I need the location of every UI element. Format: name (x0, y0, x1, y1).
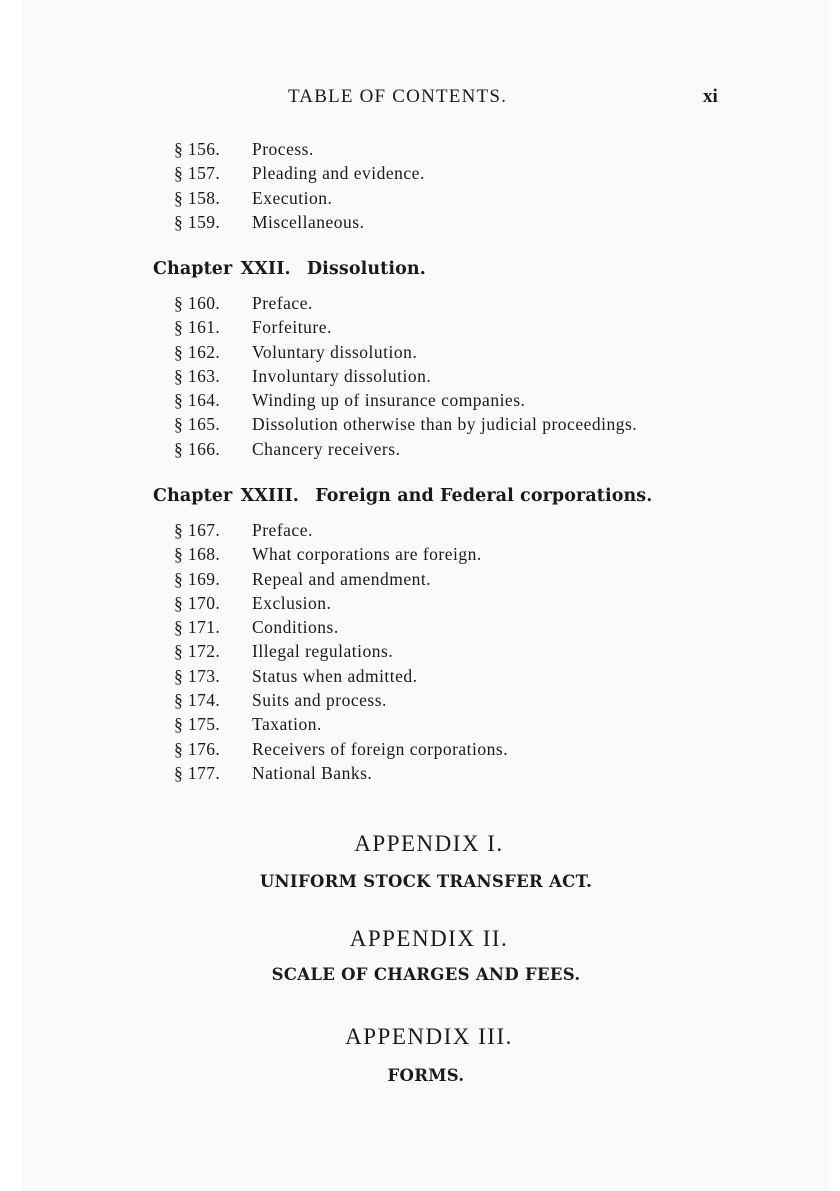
section-number: § 165. (174, 414, 221, 435)
toc-entry (174, 615, 508, 639)
toc-entry (174, 315, 637, 339)
toc-entry (174, 712, 508, 736)
section-title: Receivers of foreign corporations. (252, 738, 509, 759)
section-number: § 171. (174, 617, 221, 638)
chapter-section-list (174, 518, 508, 785)
section-number: § 159. (174, 211, 221, 232)
appendix-subtitle: SCALE OF CHARGES AND FEES. (271, 965, 581, 984)
section-title: Dissolution otherwise than by judicial proceedings. (252, 414, 638, 435)
chapter-title: Dissolution. (306, 259, 426, 279)
running-head (22, 86, 830, 114)
chapter-heading (153, 259, 426, 279)
toc-entry (174, 688, 508, 712)
section-title: National Banks. (252, 762, 373, 783)
section-title: Status when admitted. (252, 665, 418, 686)
section-title: Process. (252, 139, 314, 159)
section-number: § 170. (174, 592, 221, 613)
section-number: § 177. (174, 762, 221, 783)
section-number: § 169. (174, 568, 221, 589)
section-number: § 160. (174, 293, 221, 313)
toc-entry (174, 364, 637, 388)
toc-entry (174, 291, 637, 315)
section-title: Illegal regulations. (252, 641, 394, 662)
toc-entry (174, 542, 508, 566)
section-title: Preface. (252, 520, 313, 540)
section-number: § 175. (174, 714, 221, 735)
appendix-title: APPENDIX III. (345, 1024, 513, 1049)
section-title: Winding up of insurance companies. (252, 390, 526, 411)
chapter-word: Chapter (153, 486, 233, 506)
section-number: § 167. (174, 520, 221, 540)
appendix-subtitle: FORMS. (387, 1066, 465, 1085)
toc-entry (174, 137, 425, 161)
continued-section-list (174, 137, 425, 234)
chapter-title: Foreign and Federal corporations. (315, 486, 653, 506)
toc-entry (174, 591, 508, 615)
section-number: § 174. (174, 690, 221, 711)
section-number: § 164. (174, 390, 221, 411)
section-number: § 172. (174, 641, 221, 662)
section-number: § 156. (174, 139, 221, 159)
section-title: Miscellaneous. (252, 211, 365, 232)
toc-entry (174, 412, 637, 436)
section-number: § 173. (174, 665, 221, 686)
section-title: Repeal and amendment. (252, 568, 432, 589)
section-title: Exclusion. (252, 592, 332, 613)
section-title: Conditions. (252, 617, 339, 638)
section-number: § 158. (174, 187, 221, 208)
toc-entry (174, 186, 425, 210)
section-number: § 157. (174, 163, 221, 184)
section-number: § 162. (174, 341, 221, 362)
appendix-title: APPENDIX II. (349, 926, 509, 951)
chapter-number: XXII. (240, 259, 291, 279)
section-title: Pleading and evidence. (252, 163, 425, 184)
chapter-number: XXIII. (240, 486, 299, 506)
toc-entry (174, 664, 508, 688)
section-title: Voluntary dissolution. (252, 341, 418, 362)
running-title: TABLE OF CONTENTS. (288, 86, 508, 107)
toc-entry (174, 388, 637, 412)
section-number: § 176. (174, 738, 221, 759)
section-title: Chancery receivers. (252, 438, 401, 459)
section-title: Execution. (252, 187, 333, 208)
appendix-title: APPENDIX I. (354, 831, 504, 856)
section-title: Preface. (252, 293, 313, 313)
section-title: Suits and process. (252, 690, 387, 711)
chapter-section-list (174, 291, 637, 461)
book-page (22, 0, 830, 1191)
toc-entry (174, 210, 425, 234)
toc-entry (174, 761, 508, 785)
section-title: What corporations are foreign. (252, 544, 482, 565)
section-title: Taxation. (252, 714, 322, 735)
section-number: § 168. (174, 544, 221, 565)
appendix-subtitle: UNIFORM STOCK TRANSFER ACT. (259, 872, 593, 891)
toc-entry (174, 161, 425, 185)
chapter-heading (153, 486, 652, 506)
toc-entry (174, 437, 637, 461)
toc-entry (174, 639, 508, 663)
toc-entry (174, 737, 508, 761)
toc-entry (174, 567, 508, 591)
section-number: § 163. (174, 365, 221, 386)
section-title: Involuntary dissolution. (252, 365, 432, 386)
page-number: xi (703, 86, 718, 107)
section-title: Forfeiture. (252, 317, 332, 338)
toc-entry (174, 518, 508, 542)
chapter-word: Chapter (153, 259, 233, 279)
section-number: § 161. (174, 317, 221, 338)
section-number: § 166. (174, 438, 221, 459)
toc-entry (174, 340, 637, 364)
